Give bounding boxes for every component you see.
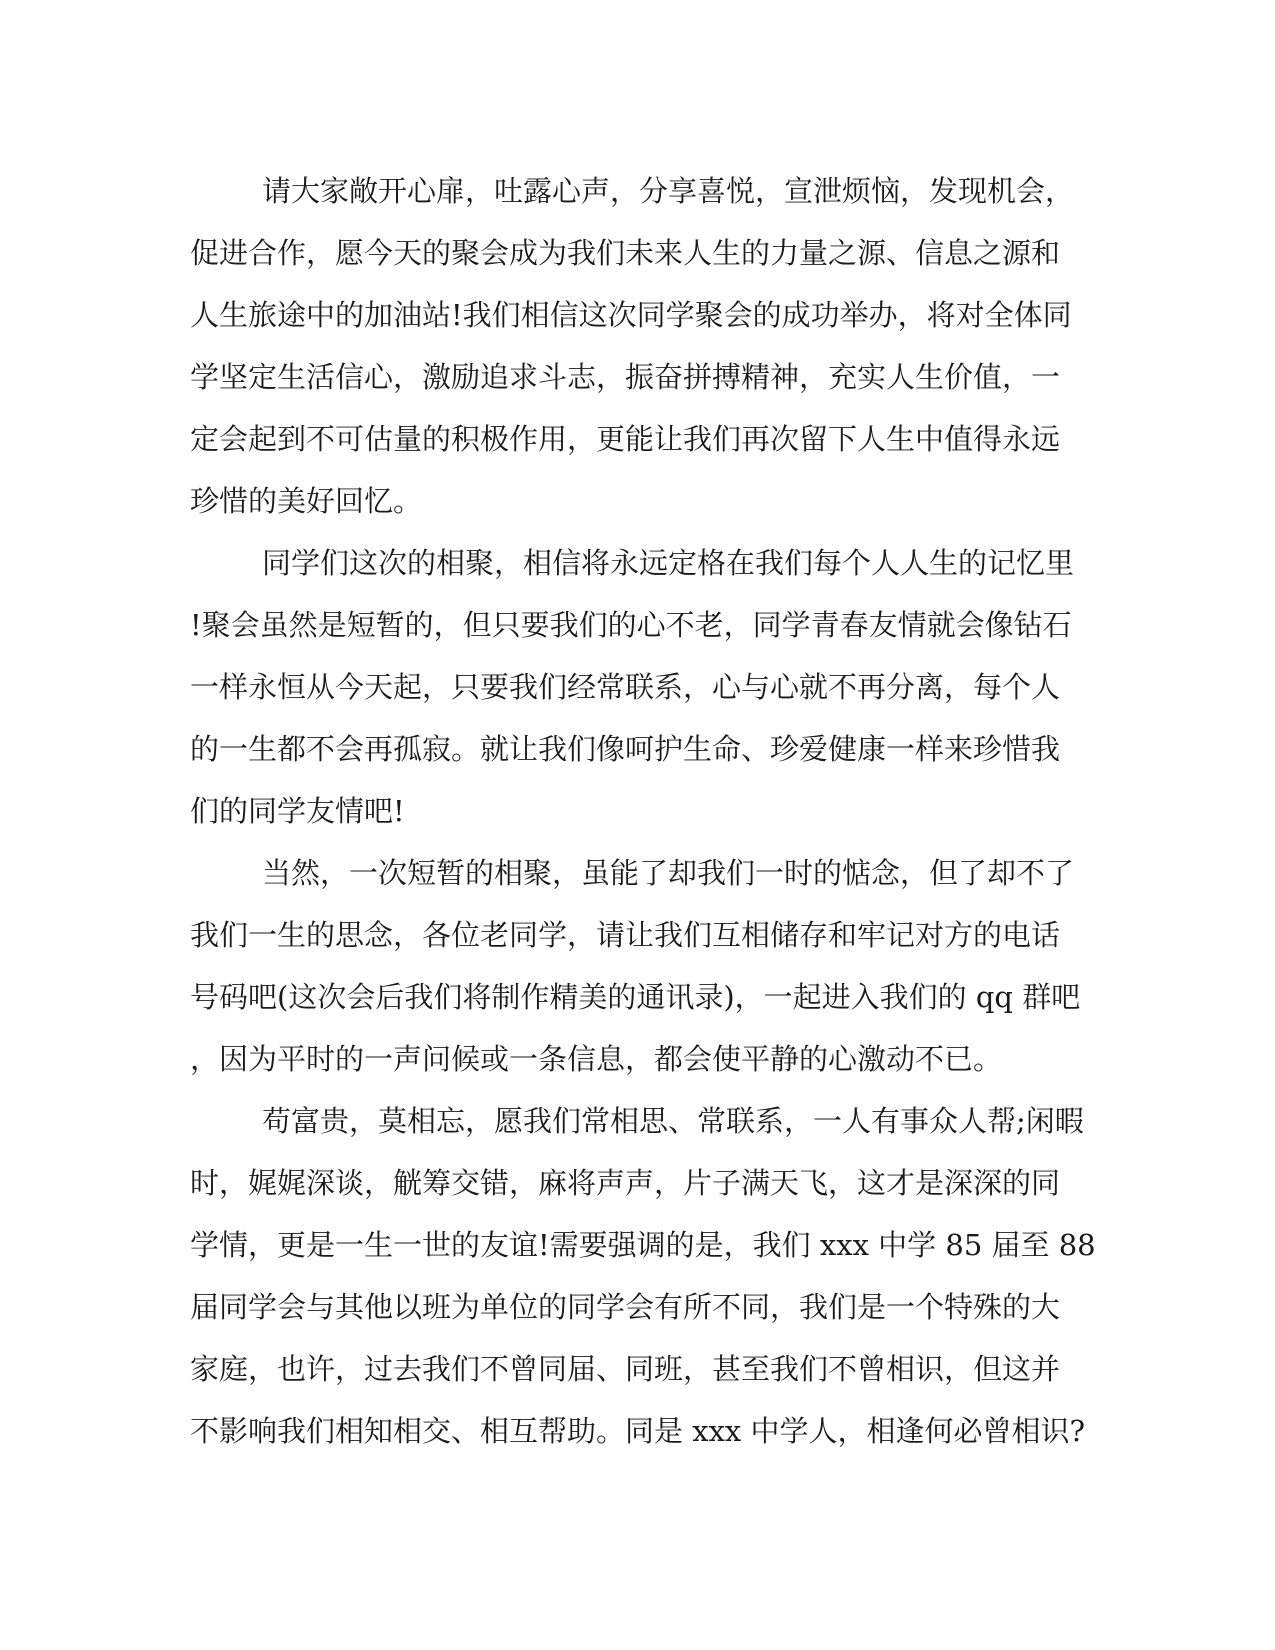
- paragraph-line: 苟富贵，莫相忘，愿我们常相思、常联系，一人有事众人帮;闲暇: [262, 1104, 1084, 1138]
- document-body: [190, 160, 1095, 1462]
- paragraph-line: 的一生都不会再孤寂。就让我们像呵护生命、珍爱健康一样来珍惜我: [190, 732, 1061, 766]
- paragraph-line: 同学们这次的相聚，相信将永远定格在我们每个人人生的记忆里: [262, 546, 1075, 580]
- paragraph-line: 学情，更是一生一世的友谊!需要强调的是，我们 xxx 中学 85 届至 88: [190, 1228, 1096, 1262]
- paragraph-line: 一样永恒从今天起，只要我们经常联系，心与心就不再分离，每个人: [190, 670, 1061, 704]
- paragraph-line: 们的同学友情吧!: [190, 794, 405, 828]
- paragraph-line: 请大家敞开心扉，吐露心声，分享喜悦，宣泄烦恼，发现机会，: [262, 174, 1075, 208]
- paragraph-line: 当然，一次短暂的相聚，虽能了却我们一时的惦念，但了却不了: [262, 856, 1075, 890]
- paragraph-1: [190, 160, 1095, 532]
- paragraph-line: 不影响我们相知相交、相互帮助。同是 xxx 中学人，相逢何必曾相识?: [190, 1414, 1086, 1448]
- paragraph-line: 珍惜的美好回忆。: [190, 484, 423, 518]
- paragraph-line: 定会起到不可估量的积极作用，更能让我们再次留下人生中值得永远: [190, 422, 1061, 456]
- paragraph-line: 时，娓娓深谈，觥筹交错，麻将声声，片子满天飞，这才是深深的同: [190, 1166, 1061, 1200]
- paragraph-line: !聚会虽然是短暂的，但只要我们的心不老，同学青春友情就会像钻石: [190, 608, 1072, 642]
- paragraph-line: ，因为平时的一声问候或一条信息，都会使平静的心激动不已。: [190, 1042, 1003, 1076]
- paragraph-4: [190, 1090, 1095, 1462]
- paragraph-line: 号码吧(这次会后我们将制作精美的通讯录)，一起进入我们的 qq 群吧: [190, 980, 1081, 1014]
- paragraph-line: 我们一生的思念，各位老同学，请让我们互相储存和牢记对方的电话: [190, 918, 1061, 952]
- paragraph-line: 家庭，也许，过去我们不曾同届、同班，甚至我们不曾相识，但这并: [190, 1352, 1061, 1386]
- paragraph-line: 学坚定生活信心，激励追求斗志，振奋拼搏精神，充实人生价值，一: [190, 360, 1061, 394]
- paragraph-line: 人生旅途中的加油站!我们相信这次同学聚会的成功举办，将对全体同: [190, 298, 1072, 332]
- paragraph-line: 届同学会与其他以班为单位的同学会有所不同，我们是一个特殊的大: [190, 1290, 1061, 1324]
- paragraph-2: [190, 532, 1095, 842]
- paragraph-line: 促进合作，愿今天的聚会成为我们未来人生的力量之源、信息之源和: [190, 236, 1061, 270]
- paragraph-3: [190, 842, 1095, 1090]
